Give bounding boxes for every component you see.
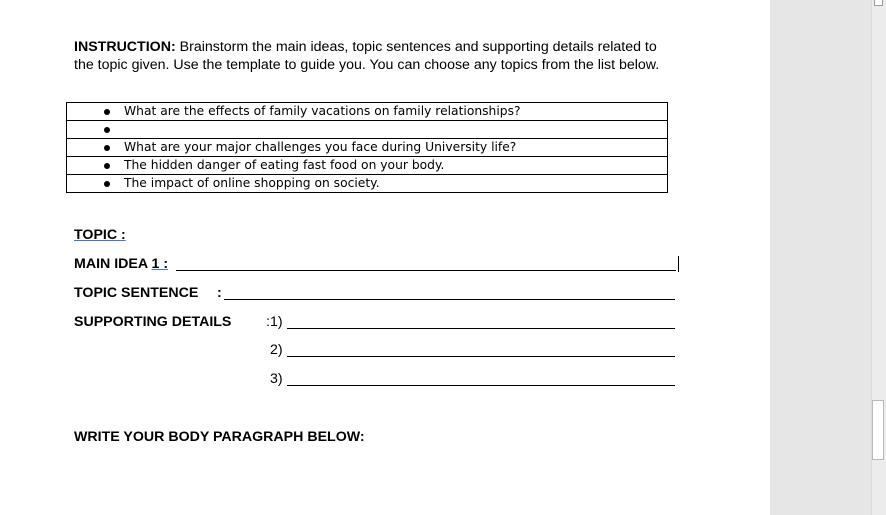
detail-number: :1) <box>266 314 283 330</box>
topic-list-table <box>66 102 668 193</box>
topic-sentence-label: TOPIC SENTENCE <box>74 285 199 301</box>
instruction-text: Brainstorm the main ideas, topic sentences and supporting details related to the topic given. Use the template to guide you. You can choose any topics from the list below. <box>74 39 660 73</box>
instruction-label: INSTRUCTION: <box>74 39 176 55</box>
detail-number: 3) <box>270 371 283 387</box>
topic-row <box>67 103 668 121</box>
detail-line[interactable] <box>287 356 675 357</box>
topic-sentence-line[interactable] <box>224 299 675 300</box>
instruction-paragraph <box>74 38 674 74</box>
body-paragraph-prompt: WRITE YOUR BODY PARAGRAPH BELOW: <box>74 429 365 445</box>
bullet-icon <box>67 157 124 174</box>
topic-item: The impact of online shopping on society. <box>124 176 380 190</box>
scrollbar-thumb[interactable] <box>872 400 884 460</box>
supporting-details-label: SUPPORTING DETAILS <box>74 314 232 330</box>
topic-item: What are your major challenges you face during University life? <box>124 140 517 154</box>
main-idea-number: 1 : <box>151 256 169 272</box>
detail-number: 2) <box>270 342 283 358</box>
bullet-icon <box>67 103 124 120</box>
bullet-icon <box>67 139 124 156</box>
bullet-icon <box>67 121 124 138</box>
topic-row <box>67 175 668 193</box>
main-idea-row <box>74 256 168 272</box>
topic-item: The hidden danger of eating fast food on your body. <box>124 158 445 172</box>
main-idea-line[interactable] <box>176 270 676 271</box>
topic-row <box>67 157 668 175</box>
detail-line[interactable] <box>287 385 675 386</box>
topic-row <box>67 139 668 157</box>
scroll-up-arrow-icon[interactable] <box>874 0 883 6</box>
text-cursor <box>678 256 679 272</box>
topic-heading: TOPIC : <box>74 227 126 243</box>
topic-sentence-colon: : <box>217 285 222 301</box>
detail-line[interactable] <box>287 328 675 329</box>
bullet-icon <box>67 175 124 192</box>
topic-item: What are the effects of family vacations on family relationships? <box>124 104 521 118</box>
topic-row <box>67 121 668 139</box>
main-idea-label: MAIN IDEA <box>74 256 148 272</box>
